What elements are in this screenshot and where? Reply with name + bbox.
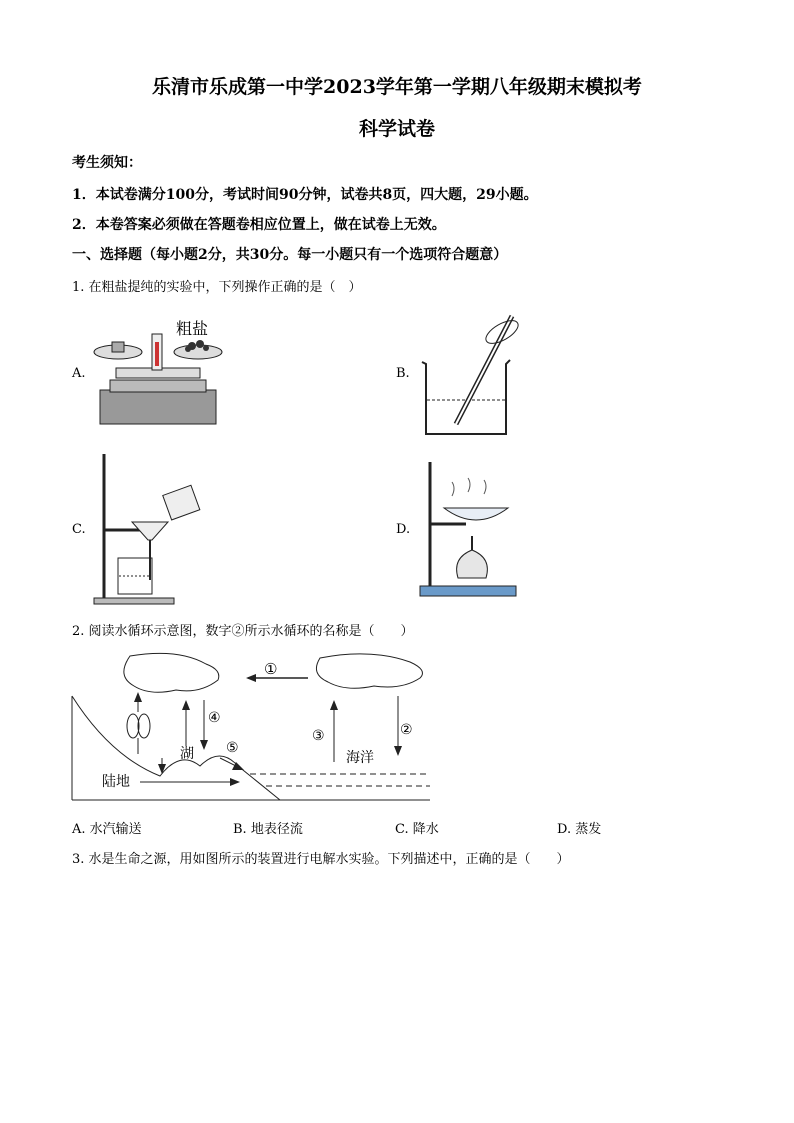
q2-option-b[interactable]: B. 地表径流 (233, 822, 303, 837)
label-4: ④ (208, 710, 221, 726)
evaporation-figure (416, 458, 522, 604)
land-cloud (124, 653, 219, 692)
notice-item-2: 2．本卷答案必须做在答题卷相应位置上，做在试卷上无效。 (72, 217, 446, 233)
question-1-stem: 1. 在粗盐提纯的实验中，下列操作正确的是（ ） (72, 280, 362, 295)
question-3-stem: 3. 水是生命之源，用如图所示的装置进行电解水实验。下列描述中，正确的是（ ） (72, 852, 570, 867)
filtration-figure (90, 450, 220, 610)
q2-option-d[interactable]: D. 蒸发 (557, 822, 602, 837)
q1-option-b-label: B. (396, 366, 410, 381)
ocean-cloud (316, 654, 422, 688)
section-heading: 一、选择题（每小题2分，共30分。每一小题只有一个选项符合题意） (72, 247, 508, 263)
page-title: 乐清市乐成第一中学2023学年第一学期八年级期末模拟考 (152, 76, 642, 98)
label-2: ② (400, 722, 413, 738)
balance-figure (88, 312, 228, 432)
label-3: ③ (312, 728, 325, 744)
question-2-stem: 2. 阅读水循环示意图，数字②所示水循环的名称是（ ） (72, 624, 414, 639)
beaker-rod-figure (412, 306, 532, 441)
notice-heading: 考生须知： (72, 155, 142, 171)
page-subtitle: 科学试卷 (358, 118, 435, 140)
q1-option-c-label: C. (72, 522, 86, 537)
q2-option-a[interactable]: A. 水汽输送 (72, 822, 142, 837)
q2-option-c[interactable]: C. 降水 (395, 822, 439, 837)
notice-item-1: 1．本试卷满分100分，考试时间90分钟，试卷共8页，四大题，29小题。 (72, 187, 538, 203)
salt-label: 粗盐 (176, 319, 209, 338)
lake-label: 湖 (180, 746, 194, 762)
land-label: 陆地 (102, 774, 130, 790)
label-1: ① (264, 660, 278, 678)
ocean-label: 海洋 (346, 750, 374, 766)
water-cycle-figure (70, 646, 436, 804)
label-5: ⑤ (226, 740, 239, 756)
q1-option-a-label: A. (72, 366, 86, 381)
q1-option-d-label: D. (396, 522, 411, 537)
